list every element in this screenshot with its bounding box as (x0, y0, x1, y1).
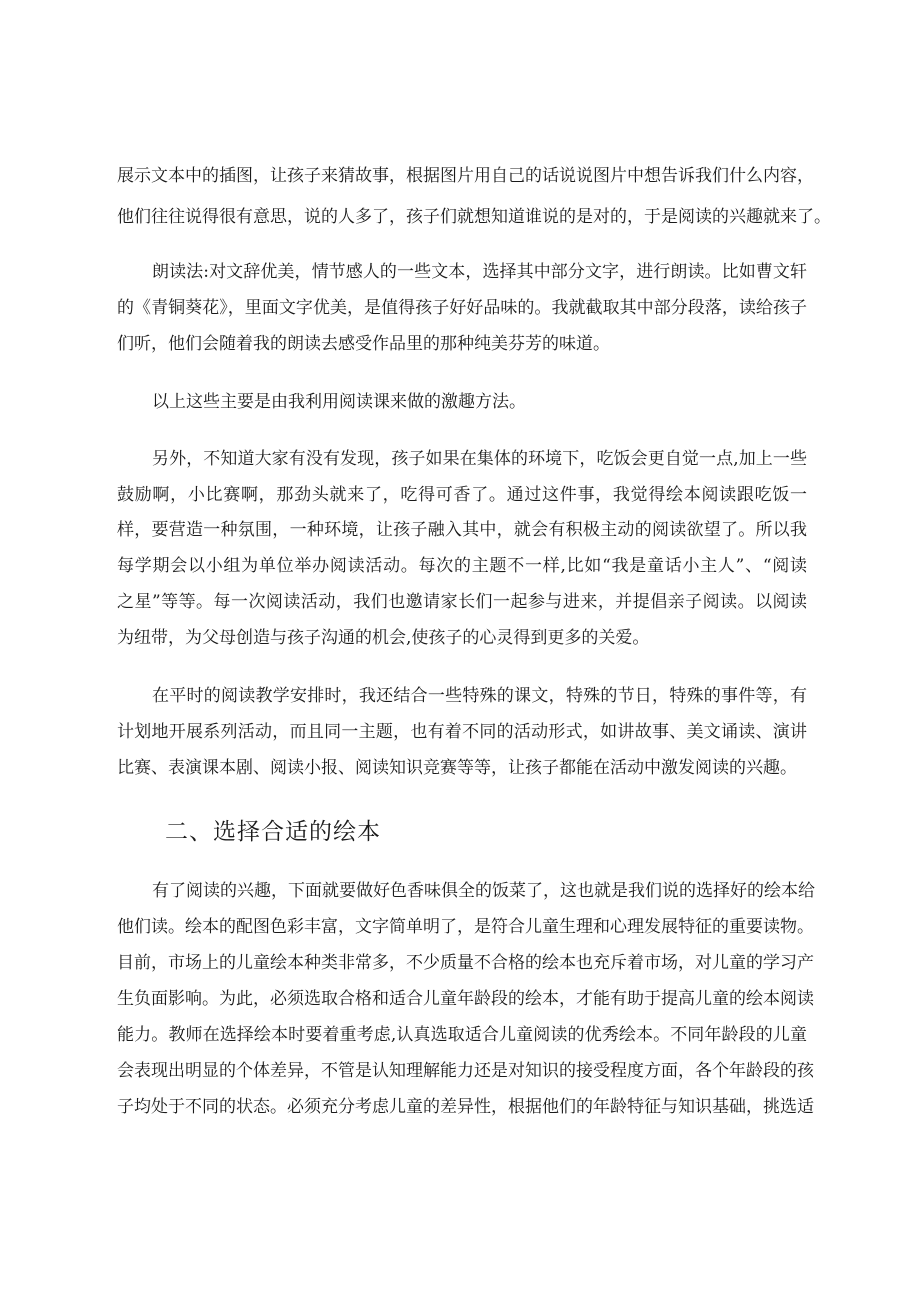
paragraph-2-line-1: 朗读法:对文辞优美，情节感人的一些文本，选择其中部分文字，进行朗读。比如曹文轩 (152, 262, 807, 282)
section-paragraph-line-6: 会表现出明显的个体差异，不管是认知理解能力还是对知识的接受程度方面，各个年龄段的孩 (117, 1061, 814, 1081)
paragraph-4-line-1: 另外，不知道大家有没有发现，孩子如果在集体的环境下，吃饭会更自觉一点,加上一些 (152, 449, 807, 469)
section-paragraph-line-5: 能力。教师在选择绘本时要着重考虑,认真选取适合儿童阅读的优秀绘本。不同年龄段的儿童 (117, 1025, 807, 1045)
paragraph-5-line-3: 比赛、表演课本剧、阅读小报、阅读知识竞赛等等，让孩子都能在活动中激发阅读的兴趣。 (117, 758, 797, 778)
paragraph-3-line-1: 以上这些主要是由我利用阅读课来做的激趣方法。 (152, 392, 526, 412)
paragraph-2-line-3: 们听，他们会随着我的朗读去感受作品里的那种纯美芬芳的味道。 (117, 334, 610, 354)
paragraph-1-line-2: 他们往往说得很有意思，说的人多了，孩子们就想知道谁说的是对的，于是阅读的兴趣就来了。 (117, 207, 831, 227)
section-paragraph-line-3: 目前，市场上的儿童绘本种类非常多，不少质量不合格的绘本也充斥着市场，对儿童的学习产 (117, 953, 814, 973)
section-paragraph-line-4: 生负面影响。为此，必须选取合格和适合儿童年龄段的绘本，才能有助于提高儿童的绘本阅读 (117, 989, 814, 1009)
paragraph-5-line-1: 在平时的阅读教学安排时，我还结合一些特殊的课文，特殊的节日，特殊的事件等，有 (152, 686, 807, 706)
section-paragraph-line-1: 有了阅读的兴趣，下面就要做好色香味俱全的饭菜了，这也就是我们说的选择好的绘本给 (152, 881, 815, 901)
section-paragraph-line-2: 他们读。绘本的配图色彩丰富，文字简单明了，是符合儿童生理和心理发展特征的重要读物。 (117, 917, 814, 937)
paragraph-1-line-1: 展示文本中的插图，让孩子来猜故事，根据图片用自己的话说说图片中想告诉我们什么内容， (117, 166, 814, 186)
paragraph-4-line-4: 每学期会以小组为单位举办阅读活动。每次的主题不一样,比如“我是童话小主人”、“阅读 (117, 556, 807, 576)
section-heading: 二、选择合适的绘本 (165, 819, 381, 845)
paragraph-4-line-6: 为纽带，为父母创造与孩子沟通的机会,使孩子的心灵得到更多的关爱。 (117, 628, 650, 648)
paragraph-4-line-3: 样，要营造一种氛围，一种环境，让孩子融入其中，就会有积极主动的阅读欲望了。所以我 (117, 520, 807, 540)
paragraph-2-line-2: 的《青铜葵花》，里面文字优美，是值得孩子好好品味的。我就截取其中部分段落，读给孩子 (117, 298, 807, 318)
paragraph-4-line-2: 鼓励啊，小比赛啊，那劲头就来了，吃得可香了。通过这件事，我觉得绘本阅读跟吃饭一 (117, 485, 807, 505)
paragraph-4-line-5: 之星”等等。每一次阅读活动，我们也邀请家长们一起参与进来，并提倡亲子阅读。以阅读 (117, 592, 807, 612)
section-paragraph-line-7: 子均处于不同的状态。必须充分考虑儿童的差异性，根据他们的年龄特征与知识基础，挑选适 (117, 1097, 814, 1117)
paragraph-5-line-2: 计划地开展系列活动，而且同一主题，也有着不同的活动形式，如讲故事、美文诵读、演讲 (117, 722, 807, 742)
